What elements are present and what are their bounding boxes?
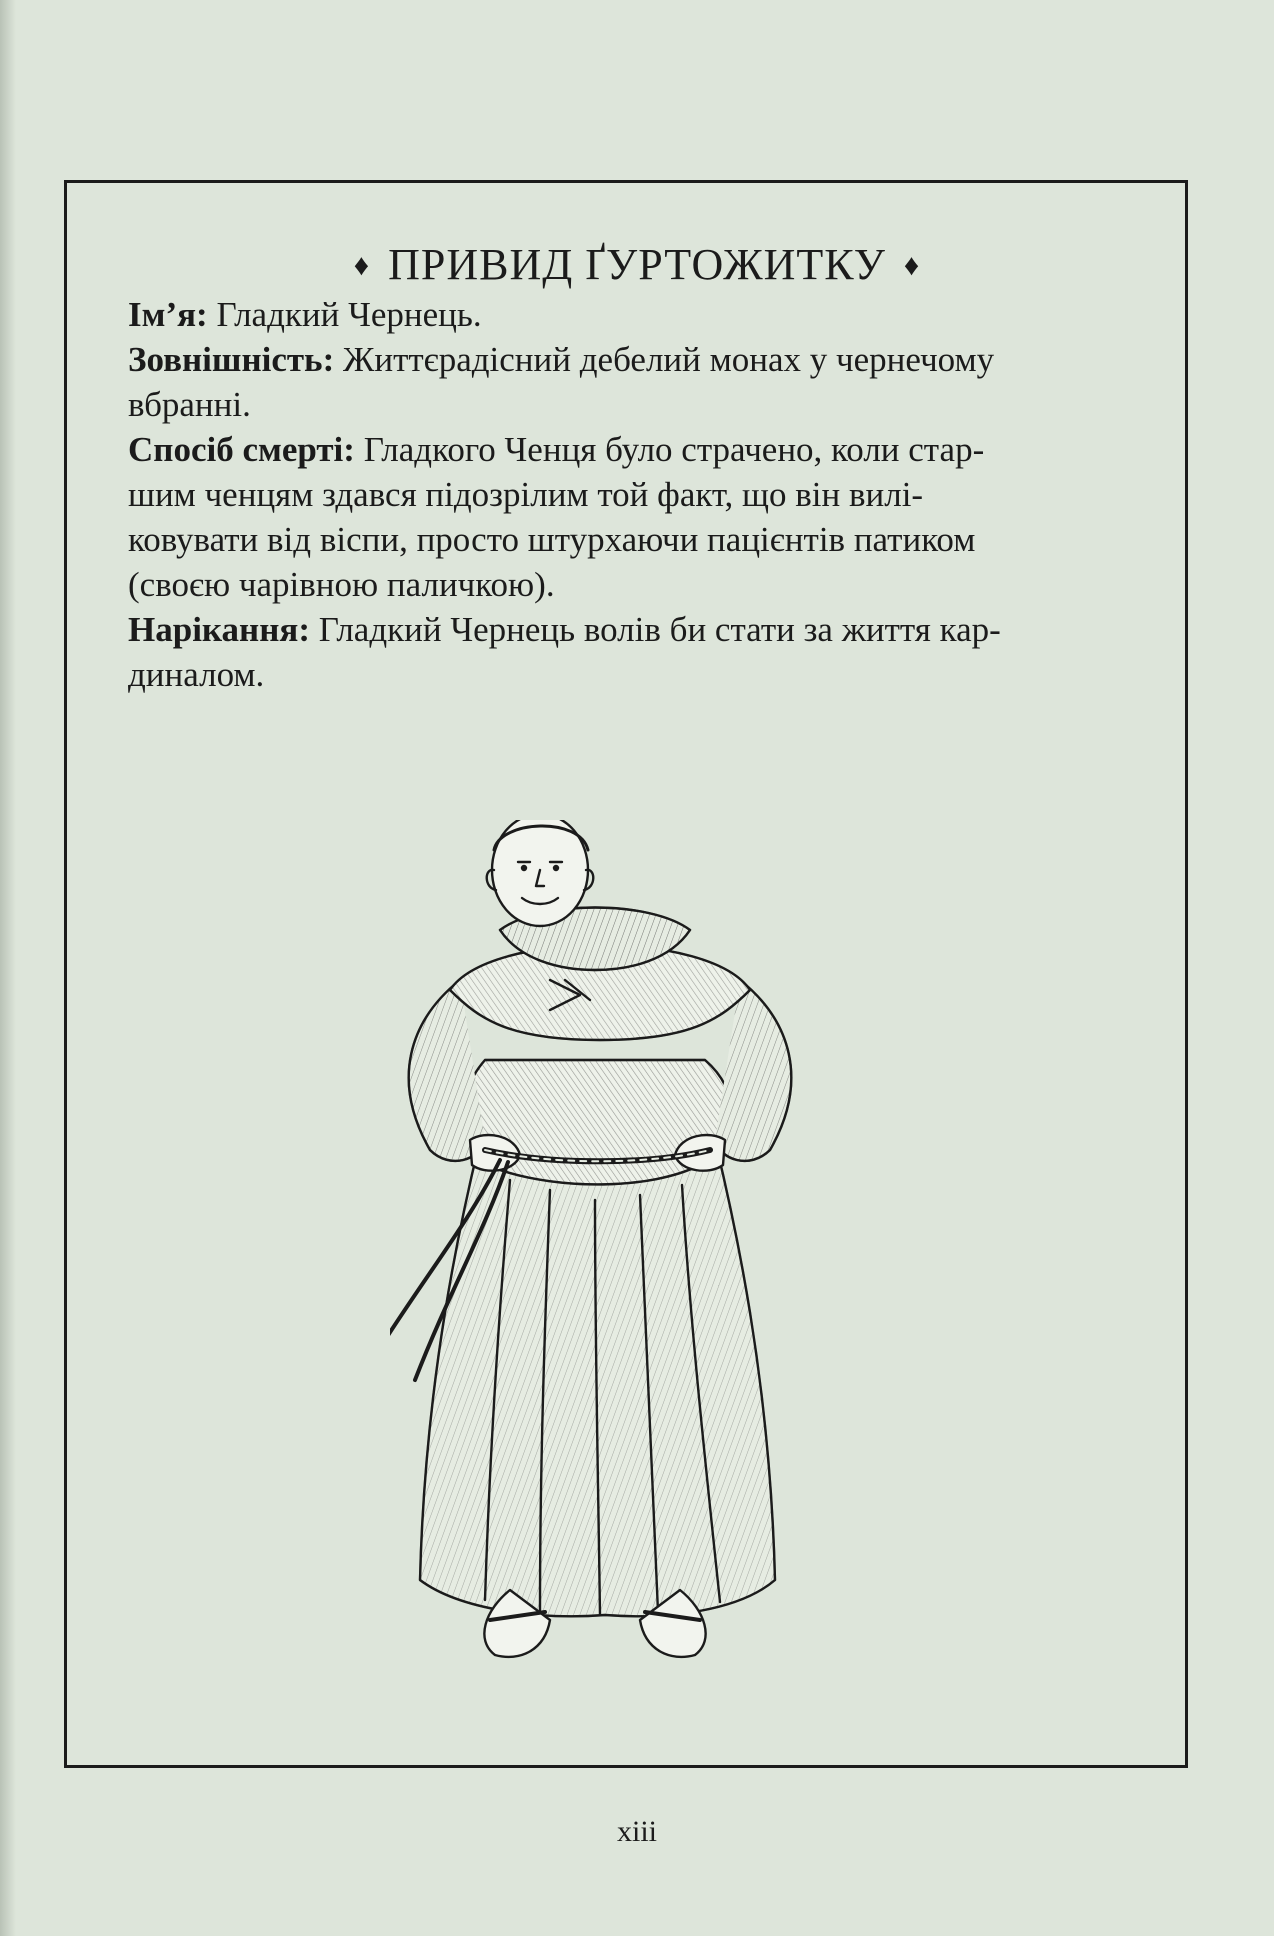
ghost-profile xyxy=(128,292,1138,697)
entry-text: Життєрадісний дебелий монах у чернечому xyxy=(342,340,995,379)
diamond-right-icon: ♦ xyxy=(903,249,921,282)
entry-text: Гладкий Чернець волів би стати за життя кар- xyxy=(318,610,1001,649)
diamond-left-icon: ♦ xyxy=(353,249,371,282)
entry-text: Гладкого Ченця було страчено, коли стар- xyxy=(363,430,985,469)
entry-complaint xyxy=(128,607,1138,697)
entry-label: Спосіб смерті: xyxy=(128,430,355,469)
entry-text: диналом. xyxy=(128,655,265,694)
monk-illustration-icon xyxy=(390,820,830,1660)
entry-label: Ім’я: xyxy=(128,295,208,334)
entry-text: ковувати від віспи, просто штурхаючи пацієнтів патиком xyxy=(128,520,976,559)
page-title xyxy=(0,240,1274,291)
entry-name xyxy=(128,292,1138,337)
entry-label: Нарікання: xyxy=(128,610,310,649)
entry-text: Гладкий Чернець. xyxy=(216,295,482,334)
entry-text: (своєю чарівною паличкою). xyxy=(128,565,555,604)
entry-label: Зовнішність: xyxy=(128,340,335,379)
entry-death xyxy=(128,427,1138,607)
page-title-text: ПРИВИД ҐУРТОЖИТКУ xyxy=(388,240,886,289)
page-number: xiii xyxy=(616,1815,657,1848)
entry-text: шим ченцям здався підозрілим той факт, що він вилі- xyxy=(128,475,924,514)
entry-appearance xyxy=(128,337,1138,427)
entry-text: вбранні. xyxy=(128,385,251,424)
